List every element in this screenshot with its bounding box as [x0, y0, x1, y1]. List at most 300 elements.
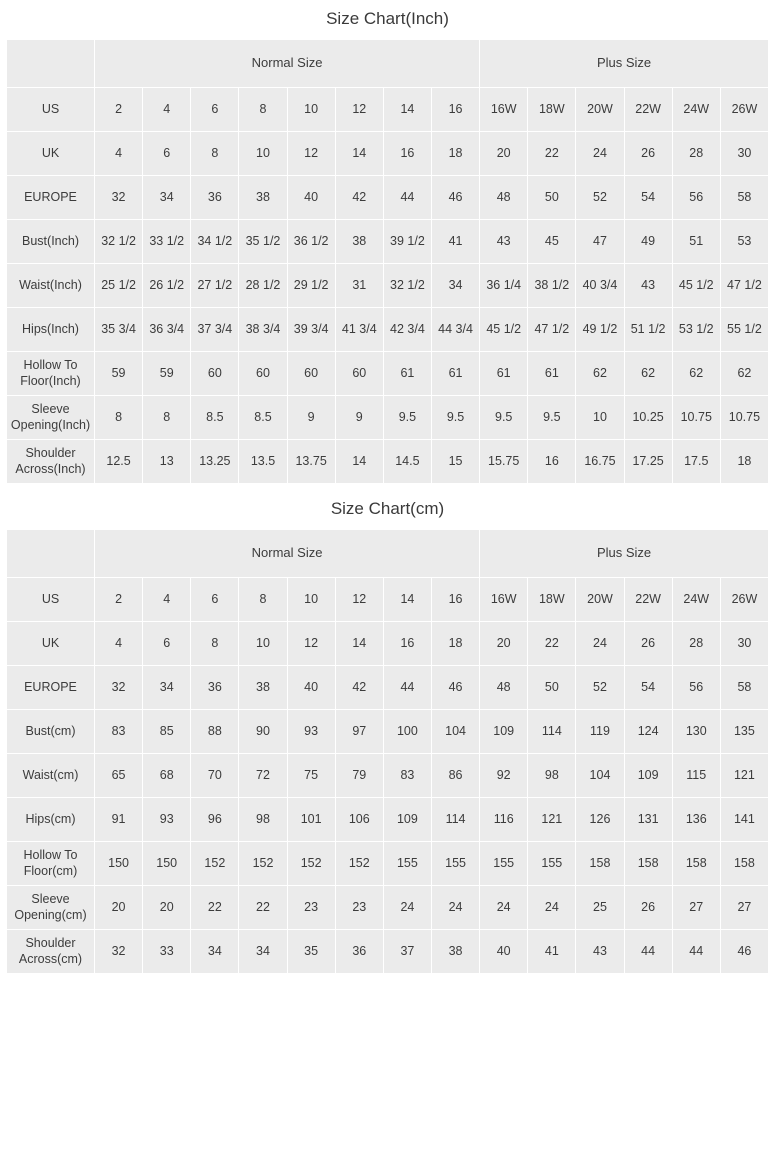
table-cell: 16	[431, 578, 479, 622]
table-cell: 45 1/2	[480, 308, 528, 352]
size-chart-inch-section	[0, 0, 775, 484]
table-cell: 9	[335, 396, 383, 440]
table-cell: 20	[480, 132, 528, 176]
table-cell: 16	[528, 440, 576, 484]
table-cell: 38 1/2	[528, 264, 576, 308]
table-cell: 10	[576, 396, 624, 440]
table-cell: 26	[624, 622, 672, 666]
table-cell: 119	[576, 710, 624, 754]
table-cell: 22	[528, 622, 576, 666]
table-cell: 24	[528, 886, 576, 930]
table-row-header: Hollow To Floor(Inch)	[7, 352, 95, 396]
table-cell: 98	[528, 754, 576, 798]
table-group-header: Plus Size	[480, 40, 769, 88]
table-cell: 13.75	[287, 440, 335, 484]
table-cell: 65	[95, 754, 143, 798]
table-cell: 32	[95, 176, 143, 220]
table-cell: 25 1/2	[95, 264, 143, 308]
table-cell: 43	[576, 930, 624, 974]
table-cell: 36 1/2	[287, 220, 335, 264]
table-cell: 34	[191, 930, 239, 974]
table-row-header: Shoulder Across(Inch)	[7, 440, 95, 484]
table-cell: 51	[672, 220, 720, 264]
table-cell: 10	[287, 578, 335, 622]
table-cell: 34 1/2	[191, 220, 239, 264]
table-cell: 22W	[624, 578, 672, 622]
table-cell: 2	[95, 88, 143, 132]
table-cell: 23	[335, 886, 383, 930]
table-cell: 27	[720, 886, 768, 930]
table-row-header: Waist(cm)	[7, 754, 95, 798]
table-cell: 70	[191, 754, 239, 798]
table-cell: 58	[720, 176, 768, 220]
table-cell: 44	[383, 176, 431, 220]
table-cell: 4	[143, 88, 191, 132]
table-cell: 40 3/4	[576, 264, 624, 308]
table-cell: 6	[191, 88, 239, 132]
table-cell: 24W	[672, 88, 720, 132]
table-cell: 50	[528, 176, 576, 220]
table-cell: 14	[383, 88, 431, 132]
table-cell: 4	[143, 578, 191, 622]
table-cell: 59	[95, 352, 143, 396]
table-cell: 42 3/4	[383, 308, 431, 352]
table-row	[7, 264, 769, 308]
table-cell: 10.75	[672, 396, 720, 440]
table-cell: 35 3/4	[95, 308, 143, 352]
table-row	[7, 930, 769, 974]
table-cell: 10	[239, 132, 287, 176]
table-cell: 13.5	[239, 440, 287, 484]
table-cell: 37 3/4	[191, 308, 239, 352]
table-row	[7, 578, 769, 622]
table-row	[7, 396, 769, 440]
table-cell: 44 3/4	[431, 308, 479, 352]
table-cell: 46	[431, 666, 479, 710]
table-cell: 47 1/2	[528, 308, 576, 352]
table-cell: 27 1/2	[191, 264, 239, 308]
table-cell: 12	[287, 622, 335, 666]
table-row-header: US	[7, 578, 95, 622]
table-cell: 52	[576, 666, 624, 710]
table-cell: 9	[287, 396, 335, 440]
table-row-header: Shoulder Across(cm)	[7, 930, 95, 974]
table-cell: 51 1/2	[624, 308, 672, 352]
table-cell: 48	[480, 176, 528, 220]
table-row-header: Hips(cm)	[7, 798, 95, 842]
table-cell: 15	[431, 440, 479, 484]
table-cell: 8	[95, 396, 143, 440]
table-cell: 155	[431, 842, 479, 886]
table-cell: 116	[480, 798, 528, 842]
table-cell: 60	[287, 352, 335, 396]
table-cell: 41	[528, 930, 576, 974]
table-row-header: US	[7, 88, 95, 132]
table-cell: 109	[624, 754, 672, 798]
size-table-cm-body	[7, 530, 769, 974]
table-cell: 135	[720, 710, 768, 754]
table-cell: 152	[191, 842, 239, 886]
table-cell: 45	[528, 220, 576, 264]
table-cell: 16	[383, 132, 431, 176]
table-cell: 18	[431, 622, 479, 666]
table-row	[7, 440, 769, 484]
table-cell: 43	[624, 264, 672, 308]
table-cell: 23	[287, 886, 335, 930]
table-cell: 39 1/2	[383, 220, 431, 264]
table-cell: 126	[576, 798, 624, 842]
table-cell: 6	[143, 622, 191, 666]
table-cell: 45 1/2	[672, 264, 720, 308]
table-cell: 38	[431, 930, 479, 974]
table-cell: 155	[528, 842, 576, 886]
size-table-inch-body	[7, 40, 769, 484]
table-row	[7, 176, 769, 220]
table-cell: 32	[95, 666, 143, 710]
table-cell: 26W	[720, 578, 768, 622]
table-cell: 91	[95, 798, 143, 842]
table-cell: 150	[143, 842, 191, 886]
size-chart-cm-section	[0, 490, 775, 974]
table-row-header: Bust(cm)	[7, 710, 95, 754]
table-cell: 152	[287, 842, 335, 886]
table-cell: 14	[383, 578, 431, 622]
table-cell: 24	[576, 622, 624, 666]
table-cell: 158	[672, 842, 720, 886]
table-cell: 152	[239, 842, 287, 886]
table-cell: 9.5	[480, 396, 528, 440]
table-cell: 61	[431, 352, 479, 396]
table-cell: 17.25	[624, 440, 672, 484]
table-cell: 54	[624, 176, 672, 220]
table-cell: 36 1/4	[480, 264, 528, 308]
table-cell: 10.25	[624, 396, 672, 440]
table-row	[7, 220, 769, 264]
table-cell: 49 1/2	[576, 308, 624, 352]
table-cell: 49	[624, 220, 672, 264]
table-cell: 31	[335, 264, 383, 308]
table-cell: 41	[431, 220, 479, 264]
table-corner-cell	[7, 530, 95, 578]
table-cell: 152	[335, 842, 383, 886]
table-cell: 50	[528, 666, 576, 710]
table-cell: 26	[624, 886, 672, 930]
table-cell: 28	[672, 132, 720, 176]
table-cell: 20W	[576, 88, 624, 132]
table-cell: 24	[480, 886, 528, 930]
table-cell: 33 1/2	[143, 220, 191, 264]
table-cell: 30	[720, 132, 768, 176]
table-group-header-row	[7, 530, 769, 578]
table-row-header: Sleeve Opening(cm)	[7, 886, 95, 930]
table-cell: 46	[431, 176, 479, 220]
table-cell: 13	[143, 440, 191, 484]
table-cell: 150	[95, 842, 143, 886]
table-cell: 34	[431, 264, 479, 308]
table-cell: 61	[528, 352, 576, 396]
table-cell: 16.75	[576, 440, 624, 484]
table-row-header: Sleeve Opening(Inch)	[7, 396, 95, 440]
table-cell: 75	[287, 754, 335, 798]
table-cell: 38	[335, 220, 383, 264]
table-row-header: UK	[7, 132, 95, 176]
table-cell: 38 3/4	[239, 308, 287, 352]
table-cell: 86	[431, 754, 479, 798]
table-cell: 38	[239, 176, 287, 220]
table-cell: 14	[335, 440, 383, 484]
size-table-inch	[6, 39, 769, 484]
table-cell: 136	[672, 798, 720, 842]
table-cell: 55 1/2	[720, 308, 768, 352]
table-cell: 88	[191, 710, 239, 754]
table-cell: 121	[720, 754, 768, 798]
table-cell: 60	[239, 352, 287, 396]
table-cell: 104	[576, 754, 624, 798]
table-cell: 18	[431, 132, 479, 176]
table-group-header-row	[7, 40, 769, 88]
table-cell: 43	[480, 220, 528, 264]
table-cell: 62	[624, 352, 672, 396]
table-cell: 13.25	[191, 440, 239, 484]
table-cell: 158	[720, 842, 768, 886]
table-cell: 24	[383, 886, 431, 930]
table-cell: 8	[239, 578, 287, 622]
table-cell: 16	[431, 88, 479, 132]
table-cell: 20W	[576, 578, 624, 622]
table-cell: 20	[143, 886, 191, 930]
table-cell: 44	[624, 930, 672, 974]
table-group-header: Normal Size	[95, 530, 480, 578]
table-cell: 130	[672, 710, 720, 754]
table-cell: 44	[383, 666, 431, 710]
table-cell: 32 1/2	[383, 264, 431, 308]
table-cell: 52	[576, 176, 624, 220]
table-cell: 155	[480, 842, 528, 886]
table-cell: 16W	[480, 578, 528, 622]
table-row	[7, 622, 769, 666]
table-cell: 60	[191, 352, 239, 396]
table-cell: 16	[383, 622, 431, 666]
table-cell: 38	[239, 666, 287, 710]
page-title-cm: Size Chart(cm)	[0, 490, 775, 529]
table-cell: 6	[191, 578, 239, 622]
table-cell: 48	[480, 666, 528, 710]
table-cell: 158	[624, 842, 672, 886]
table-cell: 34	[143, 176, 191, 220]
table-cell: 124	[624, 710, 672, 754]
table-cell: 10	[287, 88, 335, 132]
table-row-header: Bust(Inch)	[7, 220, 95, 264]
table-cell: 92	[480, 754, 528, 798]
table-cell: 36	[191, 176, 239, 220]
table-cell: 39 3/4	[287, 308, 335, 352]
table-cell: 47 1/2	[720, 264, 768, 308]
table-cell: 54	[624, 666, 672, 710]
table-cell: 18W	[528, 88, 576, 132]
table-cell: 24	[431, 886, 479, 930]
table-cell: 114	[528, 710, 576, 754]
table-row-header: Hips(Inch)	[7, 308, 95, 352]
table-cell: 26W	[720, 88, 768, 132]
table-cell: 93	[143, 798, 191, 842]
table-cell: 155	[383, 842, 431, 886]
table-row	[7, 754, 769, 798]
table-cell: 56	[672, 666, 720, 710]
table-cell: 26	[624, 132, 672, 176]
table-group-header: Normal Size	[95, 40, 480, 88]
table-cell: 56	[672, 176, 720, 220]
table-cell: 26 1/2	[143, 264, 191, 308]
table-row	[7, 886, 769, 930]
table-cell: 22	[239, 886, 287, 930]
table-cell: 32	[95, 930, 143, 974]
table-cell: 104	[431, 710, 479, 754]
table-cell: 20	[95, 886, 143, 930]
table-row-header: Hollow To Floor(cm)	[7, 842, 95, 886]
table-cell: 9.5	[528, 396, 576, 440]
table-cell: 40	[287, 176, 335, 220]
table-cell: 14	[335, 622, 383, 666]
table-cell: 62	[576, 352, 624, 396]
table-corner-cell	[7, 40, 95, 88]
table-row	[7, 710, 769, 754]
table-cell: 8	[239, 88, 287, 132]
table-row	[7, 798, 769, 842]
table-cell: 53 1/2	[672, 308, 720, 352]
table-group-header: Plus Size	[480, 530, 769, 578]
table-row	[7, 308, 769, 352]
table-cell: 4	[95, 132, 143, 176]
table-cell: 35	[287, 930, 335, 974]
table-cell: 18	[720, 440, 768, 484]
table-cell: 109	[383, 798, 431, 842]
table-row	[7, 132, 769, 176]
table-cell: 83	[95, 710, 143, 754]
table-cell: 10	[239, 622, 287, 666]
table-cell: 35 1/2	[239, 220, 287, 264]
table-row	[7, 352, 769, 396]
table-cell: 10.75	[720, 396, 768, 440]
table-cell: 44	[672, 930, 720, 974]
table-cell: 158	[576, 842, 624, 886]
table-cell: 8	[191, 132, 239, 176]
table-cell: 18W	[528, 578, 576, 622]
table-cell: 83	[383, 754, 431, 798]
table-cell: 6	[143, 132, 191, 176]
table-cell: 34	[143, 666, 191, 710]
table-cell: 62	[720, 352, 768, 396]
table-cell: 58	[720, 666, 768, 710]
table-cell: 90	[239, 710, 287, 754]
table-cell: 100	[383, 710, 431, 754]
table-cell: 33	[143, 930, 191, 974]
table-cell: 60	[335, 352, 383, 396]
table-cell: 97	[335, 710, 383, 754]
table-cell: 40	[480, 930, 528, 974]
table-cell: 20	[480, 622, 528, 666]
table-cell: 24	[576, 132, 624, 176]
table-row	[7, 842, 769, 886]
table-cell: 79	[335, 754, 383, 798]
table-cell: 12	[335, 578, 383, 622]
table-cell: 12.5	[95, 440, 143, 484]
table-cell: 2	[95, 578, 143, 622]
size-table-cm	[6, 529, 769, 974]
table-cell: 30	[720, 622, 768, 666]
table-cell: 22	[191, 886, 239, 930]
table-cell: 62	[672, 352, 720, 396]
table-cell: 15.75	[480, 440, 528, 484]
table-cell: 61	[383, 352, 431, 396]
table-cell: 12	[335, 88, 383, 132]
table-cell: 9.5	[383, 396, 431, 440]
table-cell: 114	[431, 798, 479, 842]
table-row	[7, 666, 769, 710]
table-cell: 53	[720, 220, 768, 264]
table-cell: 22W	[624, 88, 672, 132]
table-cell: 42	[335, 176, 383, 220]
table-cell: 17.5	[672, 440, 720, 484]
table-cell: 61	[480, 352, 528, 396]
table-cell: 46	[720, 930, 768, 974]
table-cell: 8	[191, 622, 239, 666]
table-row-header: EUROPE	[7, 666, 95, 710]
table-cell: 14	[335, 132, 383, 176]
table-cell: 32 1/2	[95, 220, 143, 264]
table-cell: 25	[576, 886, 624, 930]
table-cell: 42	[335, 666, 383, 710]
table-cell: 85	[143, 710, 191, 754]
table-cell: 109	[480, 710, 528, 754]
table-cell: 29 1/2	[287, 264, 335, 308]
table-cell: 8	[143, 396, 191, 440]
table-cell: 101	[287, 798, 335, 842]
table-cell: 93	[287, 710, 335, 754]
table-cell: 121	[528, 798, 576, 842]
table-cell: 36	[335, 930, 383, 974]
table-cell: 115	[672, 754, 720, 798]
table-cell: 16W	[480, 88, 528, 132]
table-cell: 22	[528, 132, 576, 176]
table-cell: 28	[672, 622, 720, 666]
table-cell: 24W	[672, 578, 720, 622]
table-cell: 28 1/2	[239, 264, 287, 308]
table-row-header: EUROPE	[7, 176, 95, 220]
table-cell: 9.5	[431, 396, 479, 440]
table-cell: 131	[624, 798, 672, 842]
table-cell: 72	[239, 754, 287, 798]
table-cell: 36	[191, 666, 239, 710]
table-cell: 12	[287, 132, 335, 176]
table-cell: 40	[287, 666, 335, 710]
table-cell: 36 3/4	[143, 308, 191, 352]
table-cell: 106	[335, 798, 383, 842]
page-title-inch: Size Chart(Inch)	[0, 0, 775, 39]
table-cell: 4	[95, 622, 143, 666]
table-cell: 8.5	[239, 396, 287, 440]
table-cell: 47	[576, 220, 624, 264]
table-cell: 96	[191, 798, 239, 842]
table-row	[7, 88, 769, 132]
table-cell: 59	[143, 352, 191, 396]
table-cell: 41 3/4	[335, 308, 383, 352]
table-cell: 34	[239, 930, 287, 974]
table-cell: 37	[383, 930, 431, 974]
table-cell: 14.5	[383, 440, 431, 484]
table-cell: 27	[672, 886, 720, 930]
table-cell: 8.5	[191, 396, 239, 440]
table-cell: 68	[143, 754, 191, 798]
